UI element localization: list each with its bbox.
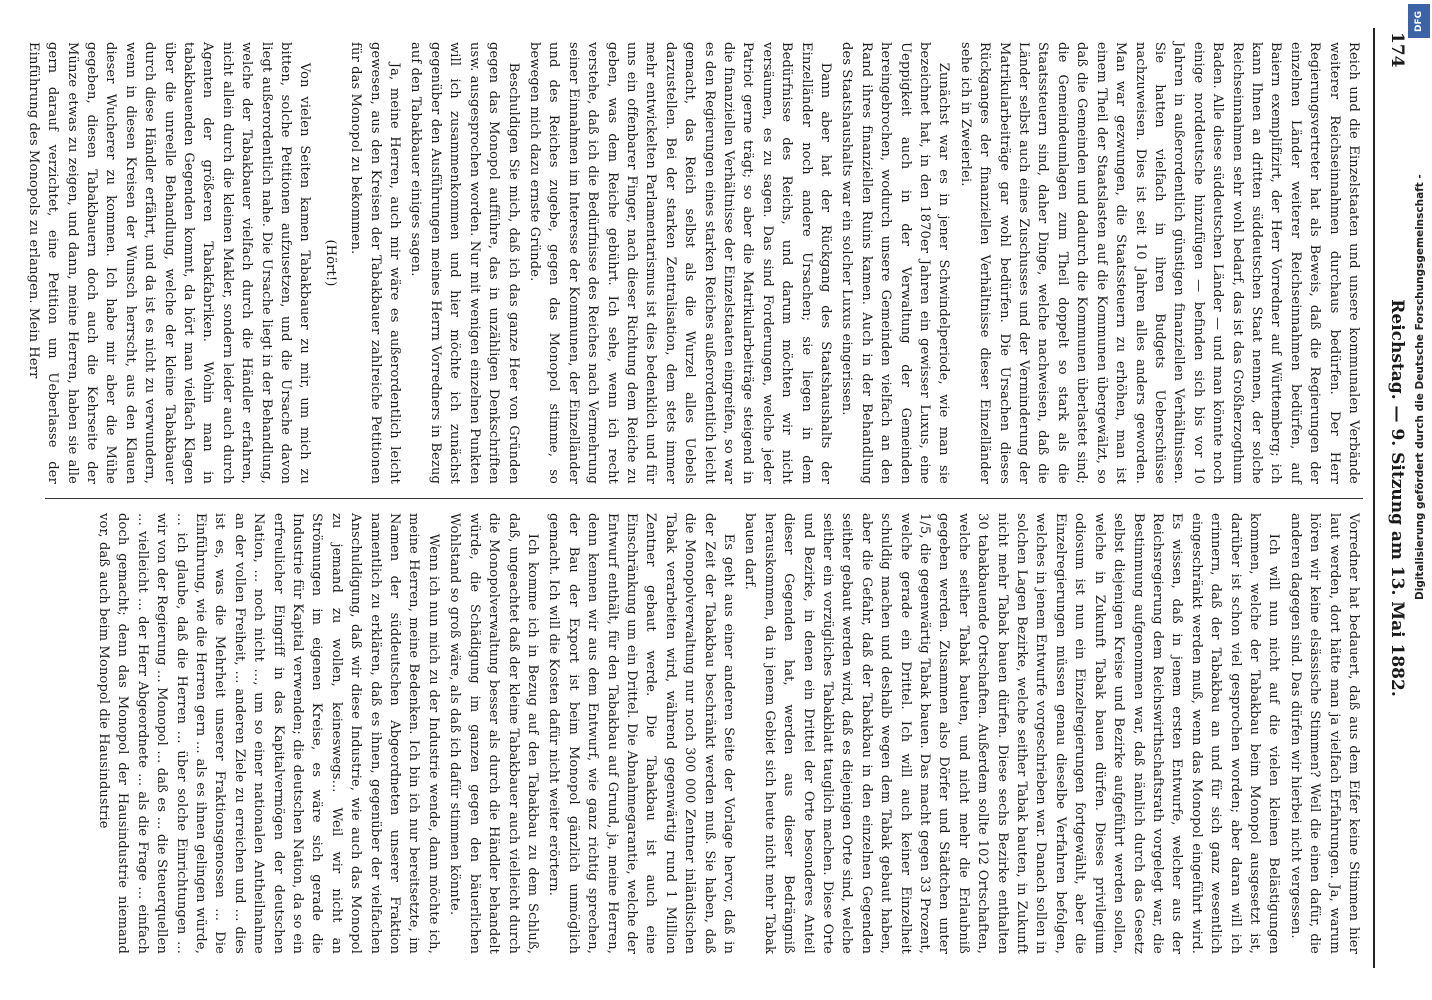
paragraph: Es geht aus einer anderen Seite der Vorlage hervor, daß in der Zeit der Tabakbau beschränkt werden muß. Sie haben, daß die Monopolverwaltung nur noch 300 000 Zentner inländischen Tabak verarbeiten wird, während gegenwärtig rund 1 Million Zentner gebaut werde. Die Tabakbau ist auch eine Einschränkung um ein Drittel. Die Abnahmegarantie, welche der Entwurf enthält, für den Tabakbau auf Grund, ja, meine Herren, denn kennen wir aus dem Entwurf, wie ganz richtig sprechen, der Bau der Export ist beim Monopol gänzlich unmöglich gemacht. Ich will die Kosten dafür nicht weiter erörtern.	[546, 513, 736, 954]
paragraph: Wenn ich nun mich zu der Industrie wende, dann möchte ich, meine Herren, meine Bedenken. Ich bin ich nur bereitsetzte, im Namen der süddeutschen Abgeordneten unserer Fraktion namentlich zu erklären, daß es ihnen, gegenüber der vielfachen Anschuldigung, daß wir diese Industrie, wie auch das Monopol zu jemand zu wollen, keineswegs... Weil wir nicht an Strömungen im eigenen Kreise, es wäre sich gerade die Industrie für Kapital verwenden; die deutschen Nation, da so ein erfreulicher Eingriff in das Kapitalvermögen der deutschen Nation, ... noch nicht ..., um so einer nationalen Antheilnahme an der vollen Freiheit, ... anderen Ziele zu erreichen und ... dies ist es, was die Mehrheit unserer Fraktionsgenossen ... Die Einführung, wie die Herren gern ... als es ihnen gelingen würde, ... ich glaube, daß die Herren ... über solche Einrichtungen ... wir von der Regierung ... Monopol ... daß es ... die Steuerquellen ... vielleicht ... der Herr Abgeordnete ... als die Frage ... einfach doch gemacht; denn das Monopol der Hausindustrie niemand vor, daß auch beim Monopol die Hausindustrie	[96, 513, 441, 954]
interjection: (Hört!)	[322, 239, 338, 287]
paragraph: Ich will nun nicht auf die vielen kleinen Belästigungen kommen, welche der Tabakbau beim Monopol ausgesetzt ist, darüber ist schon viel gesprochen worden; aber daran will ich erinnern, daß der Tabakbau an und für sich ganz wesentlich eingeschränkt werden muß, wenn das Monopol eingeführt wird. Es wissen, daß in jenem ersten Entwurfe, welcher aus der Reichsregierung dem Reichswirthschaftsrath vorgelegt war, die Bestimmung aufgenommen war, daß nämlich durch das Gesetz selbst diejenigen Kreise und Bezirke aufgeführt werden sollen, welche in Zukunft Tabak bauen dürfen. Dieses privilegium odiosum ist nun ein Einzelregierungen fortgewählt, aber die Einzelregierungen müssen genau dieselbe Verfahren befolgen, welches in jenem Entwurfe vorgeschrieben war. Danach sollen in solchen Lagen Bezirke, welche seither Tabak bauten, in Zukunft nicht mehr Tabak bauen dürfen. Diese sechs Bezirke enthalten 30 tabakbauende Ortschaften. Außerdem sollte 102 Ortschaften, welche seither Tabak bauten, und nicht mehr die Erlaubniß gegeben werden. Zusammen also Dörfer und Städtchen unter 1/5, die gegenwärtig Tabak bauen. Das macht gegen 33 Prozent, welche gerade ein Drittel. Ich will auch keiner Einzelheit schuldig machen und deshalb wegen dem Tabak gebaut haben, aber die Gefahr, daß der Tabakbau in den einzelnen Gegenden seither gebaut werden wird, daß es diejenigen Orte sind, welche seither ein vorzügliches Tabakblatt tauglich machen. Diese Orte und Bezirke, in denen ein Drittel der Orte besonderes Anteil dieser Gegenden hat, werden aus dieser Bedrängniß herauskommen, da in jenem Gebiet sich heute nicht mehr Tabak bauen darf.	[742, 513, 1282, 954]
page-number: 174	[1387, 32, 1407, 68]
paragraph: Dann aber hat der Rückgang des Staatshaushalts der Einzelländer noch andere Ursachen; sie liegen in dem Bedürfnisse des Reichs, und darum möchten wir nicht versäumen, es zu sagen. Das sind Forderungen, welche jeder Patriot gerne trägt; so aber die Matrikularbeiträge steigend in die finanziellen Verhältnisse der Einzelstaaten eingreifen, so war es den Regierungen eines starken Reiches außerordentlich leicht gemacht, das Reich selbst als die Wurzel alles Uebels darzustellen. Bei der starken Zentralisation, dem stets immer mehr entwickelten Parlamentarismus ist dies bedenklich und für uns ein offenbarer Finger, nach dieser Richtung dem Reiche zu geben, was dem Reiche gebührt. Ich sehe, wenn ich recht verstehe, daß ich die Bedürfnisse des Reiches nach Vermehrung seiner Einnahmen im Interesse der Kommunen, der Einzelländer und des Reiches zugebe, gegen das Monopol stimme, so bewegen mich dazu ernste Gründe.	[526, 42, 834, 484]
paragraph: Zunächst war es in jener Schwindelperiode, wie man sie bezeichnet hat, in den 1870er Jahren ein gewisser Luxus, eine Ueppigkeit auch in der Verwaltung der Gemeinden hereingebrochen, wodurch unsere Gemeinden vielfach an den Rand ihres finanziellen Ruins kamen. Auch in der Behandlung des Staatshaushalts war ein solcher Luxus eingerissen.	[839, 42, 952, 484]
right-column	[45, 498, 1363, 968]
dfg-logo: DFG	[1408, 4, 1430, 38]
header-rule	[1373, 28, 1375, 968]
left-column	[25, 28, 1363, 498]
text-columns	[25, 28, 1363, 968]
page-header	[1373, 28, 1415, 968]
paragraph: Ich komme ich in Bezug auf den Tabakbau zu dem Schluß, daß, ungeachtet daß der kleine Tabakbauer auch vielleicht durch die Monopolverwaltung besser als durch die Händler behandelt würde, die Schädigung im ganzen gegen den bäuerlichen Wohlstand so groß wäre, als daß ich dafür stimmen könnte.	[447, 513, 540, 954]
running-title: Reichstag. — 9. Sitzung am 13. Mai 1882.	[1387, 299, 1407, 697]
paragraph: Reich und die Einzelstaaten und unsere kommunalen Verbände weiterer Reichseinnahmen durchaus bedürfen. Der Herr Regierungsvertreter hat als Beweis, daß die Regierungen der einzelnen Länder weiterer Reichseinnahmen bedürfen, auf Baiern exemplifizirt, der Herr Vorredner auf Württemberg; ich kann Ihnen an dritten süddeutschen Staat nennen, der solche Reichseinnahmen sehr wohl bedarf, das ist das Großherzogthum Baden. Alle diese süddeutschen Länder — und man könnte noch einige norddeutsche hinzufügen — befinden sich bis vor 10 Jahren in außerordentlich günstigen finanziellen Verhältnissen. Sie hatten vielfach in ihren Budgets Ueberschüsse nachzuweisen. Dies ist seit 10 Jahren alles anders geworden. Man war gezwungen, die Staatssteuern zu erhöhen, man ist einem Theil der Staatslasten auf die Kommunen übergewälzt, so daß die Gemeinden und dadurch die Kommunen überlastet sind; die Gemeindeumlagen zum Theil doppelt so stark als die Staatssteuern sind, daher Dinge, welche nachweisen, daß die Länder selbst auch eines Zuschusses und der Verminderung der Matrikularbeiträge gar wohl bedürfen. Die Ursachen dieses Rückganges der finanziellen Verhältnisse dieser Einzelländer sehe ich in Zweierlei.	[957, 42, 1361, 484]
paragraph: Ja, meine Herren, auch mir wäre es außerordentlich leicht gewesen, aus den Kreisen der Tabakbauer zahlreiche Petitionen für das Monopol zu bekommen.	[348, 42, 403, 484]
scanned-page	[25, 28, 1415, 968]
digitization-credit: Digitalisierung gefördert durch die Deutsche Forschungsgemeinschaft -	[1414, 174, 1426, 600]
paragraph: Von vielen Seiten kamen Tabakbauer zu mir, um mich zu bitten, solche Petitionen aufzusetzen, und die Ursache davon liegt außerordentlich nahe. Die Ursache liegt in der Behandlung, welche der Tabakbauer vielfach durch die Händler erfahren, nicht allein durch die kleinen Makler, sondern leider auch durch Agenten der größeren Tabakfabriken. Wohin man in tabakbauenden Gegenden kommt, da hört man vielfach Klagen über die unreelle Behandlung, welche der kleine Tabakbauer durch diese Händler erfährt, und da ist es nicht zu verwundern, wenn in diesen Kreisen der Wunsch herrscht, aus den Klauen dieser Wucherer zu kommen. Ich habe mir aber die Mühe gegeben, diesen Tabakbauern doch auch die Kehrseite der Münze etwas zu zeigen, und dann, meine Herren, haben sie alle gern darauf verzichtet, eine Petition um Ueberlasse der Einführung des Monopols zu erlangen. Mein Herr	[25, 42, 313, 484]
paragraph: Vorredner hat bedauert, daß aus dem Eifer keine Stimmen hier laut werden, dort hätte man ja vielfach Erfahrungen. Ja, warum hören wir keine elsässische Stimmen? Weil die einen dafür, die anderen dagegen sind. Das dürfen wir hierbei nicht vergessen.	[1287, 513, 1361, 954]
paragraph: Beschuldigen Sie mich, daß ich das ganze Heer von Gründen gegen das Monopol aufführe, das in unzähligen Denkschriften usw. ausgesprochen worden. Nur mit wenigen einzelnen Punkten will ich zusammenkommen und hier möchte ich zunächst gegenüber den Ausführungen meines Herrn Vorredners in Bezug auf den Tabakbauer einiges sagen.	[408, 42, 521, 484]
